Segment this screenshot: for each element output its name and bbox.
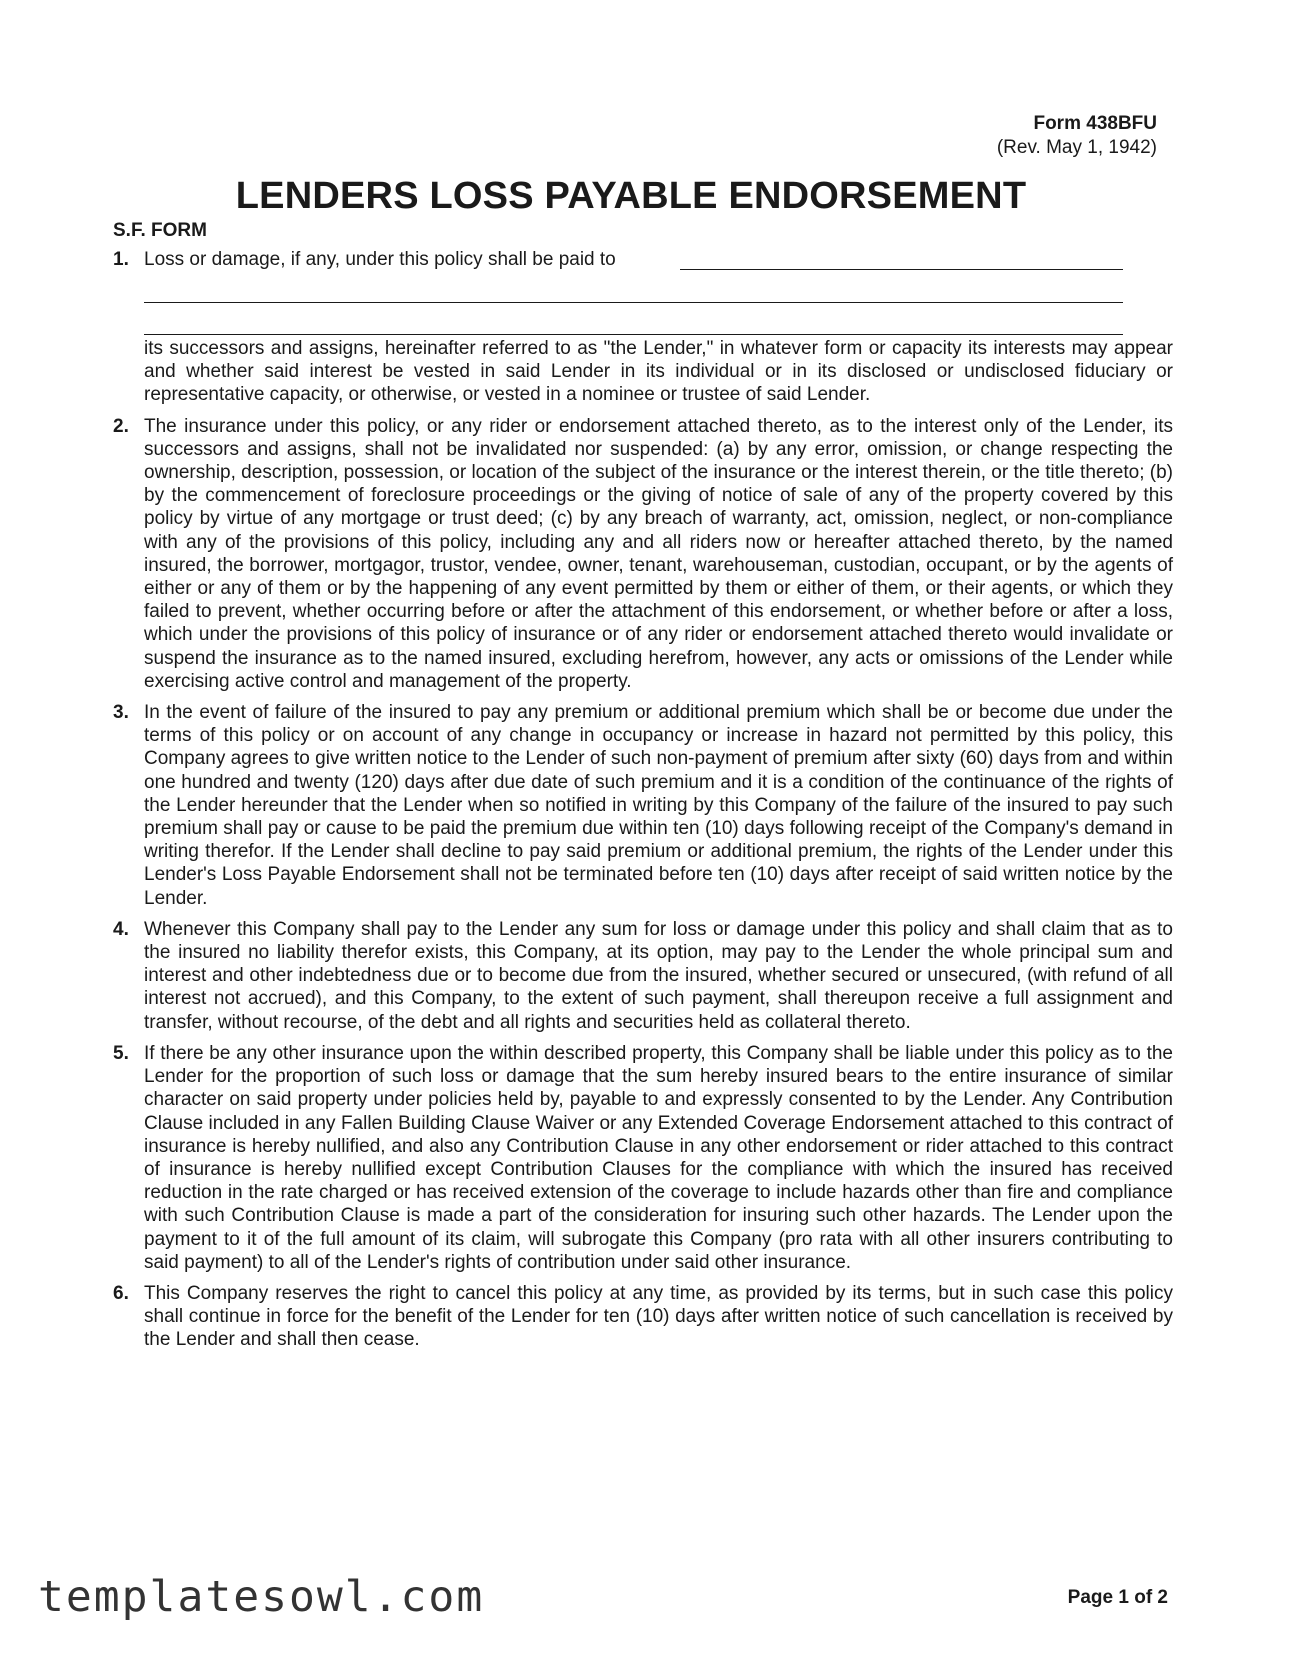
clause-number: 1. [113, 249, 129, 270]
clause-number: 3. [113, 702, 129, 724]
clause-text: The insurance under this policy, or any rider or endorsement attached thereto, as to the interest only of the Lender, its successors and assigns, shall not be invalidated nor suspended: (a) by any error, omission, or change respecting the ownership, description, possession, or location of the subject of the insurance or the interest therein, or the title thereto; (b) by the commencement of foreclosure proceedings or the giving of notice of sale of any of the property covered by this policy by virtue of any mortgage or trust deed; (c) by any breach of warranty, act, omission, neglect, or non-compliance with any of the provisions of this policy, including any and all riders now or hereafter attached thereto, by the named insured, the borrower, mortgagor, trustor, vendee, owner, tenant, warehouseman, custodian, occupant, or by the agents of either or any of them or by the happening of any event permitted by them or either of them, or their agents, or which they failed to prevent, whether occurring before or after the attachment of this endorsement, or whether before or after a loss, which under the provisions of this policy of insurance or of any rider or endorsement attached thereto would invalidate or suspend the insurance as to the named insured, excluding herefrom, however, any acts or omissions of the Lender while exercising active control and management of the property. [144, 415, 1173, 692]
form-number: Form 438BFU [1033, 113, 1157, 134]
clause-5 [113, 1042, 1173, 1274]
clause-6 [113, 1282, 1173, 1352]
clause-2 [113, 415, 1173, 693]
clause-number: 5. [113, 1042, 129, 1064]
payee-blank-line-1[interactable] [680, 269, 1123, 270]
payee-blank-line-3[interactable] [144, 303, 1123, 335]
clause-3 [113, 701, 1173, 910]
clause-number: 4. [113, 918, 129, 940]
clause-number: 2. [113, 415, 129, 437]
clause-lead-text: Loss or damage, if any, under this policy shall be paid to [144, 249, 616, 270]
clause-text: In the event of failure of the insured to pay any premium or additional premium which shall be or become due under the terms of this policy or on account of any change in occupancy or increase in hazard not permitted by this policy, this Company agrees to give written notice to the Lender of such non-payment of premium after sixty (60) days from and within one hundred and twenty (120) days after due date of such premium and it is a condition of the continuance of the rights of the Lender hereunder that the Lender when so notified in writing by this Company of the failure of the insured to pay such premium shall pay or cause to be paid the premium due within ten (10) days following receipt of the Company's demand in writing therefor. If the Lender shall decline to pay said premium or additional premium, the rights of the Lender under this Lender's Loss Payable Endorsement shall not be terminated before ten (10) days after receipt of said written notice by the Lender. [144, 702, 1173, 909]
clause-text: If there be any other insurance upon the within described property, this Company shall be liable under this policy as to the Lender for the proportion of such loss or damage that the sum hereby insured bears to the entire insurance of similar character on said property under policies held by, payable to and expressly consented to by the Lender. Any Contribution Clause included in any Fallen Building Clause Waiver or any Extended Coverage Endorsement attached to this contract of insurance is hereby nullified, and also any Contribution Clause in any other endorsement or rider attached to this contract of insurance is hereby nullified except Contribution Clauses for the compliance with which the insured has received reduction in the rate charged or has received extension of the coverage to include hazards other than fire and compliance with such Contribution Clause is made a part of the consideration for insuring such other hazards. The Lender upon the payment to it of the full amount of its claim, will subrogate this Company (pro rata with all other insurers contributing to said payment) to all of the Lender's rights of contribution under said other insurance. [144, 1042, 1173, 1273]
watermark-text: templatesowl.com [38, 1572, 485, 1622]
sf-form-label: S.F. FORM [113, 220, 207, 241]
clause-list [113, 248, 1173, 1360]
payee-first-line [144, 248, 1173, 271]
clause-4 [113, 918, 1173, 1034]
clause-number: 6. [113, 1282, 129, 1304]
form-revision: (Rev. May 1, 1942) [996, 137, 1157, 158]
document-title-text: LENDERS LOSS PAYABLE ENDORSEMENT [235, 175, 1027, 217]
document-title [0, 175, 1290, 218]
clause-text: Whenever this Company shall pay to the Lender any sum for loss or damage under this policy and shall claim that as to the insured no liability therefor exists, this Company, at its option, may pay to the Lender the whole principal sum and interest and other indebtedness due or to become due from the insured, whether secured or unsecured, (with refund of all interest not accrued), and this Company, to the extent of such payment, shall thereupon receive a full assignment and transfer, without recourse, of the debt and all rights and securities held as collateral thereto. [144, 918, 1173, 1033]
page-number: Page 1 of 2 [1067, 1587, 1168, 1608]
form-identifier [997, 112, 1157, 160]
clause-text: This Company reserves the right to cancel this policy at any time, as provided by its terms, but in such case this policy shall continue in force for the benefit of the Lender for ten (10) days after written notice of such cancellation is received by the Lender and shall then cease. [144, 1282, 1173, 1351]
payee-blank-line-2[interactable] [144, 271, 1123, 303]
clause-text: its successors and assigns, hereinafter referred to as "the Lender," in whatever form or capacity its interests may appear and whether said interest be vested in said Lender in its individual or in its disclosed or undisclosed fiduciary or representative capacity, or otherwise, or vested in a nominee or trustee of said Lender. [144, 338, 1173, 406]
clause-1 [113, 248, 1173, 407]
